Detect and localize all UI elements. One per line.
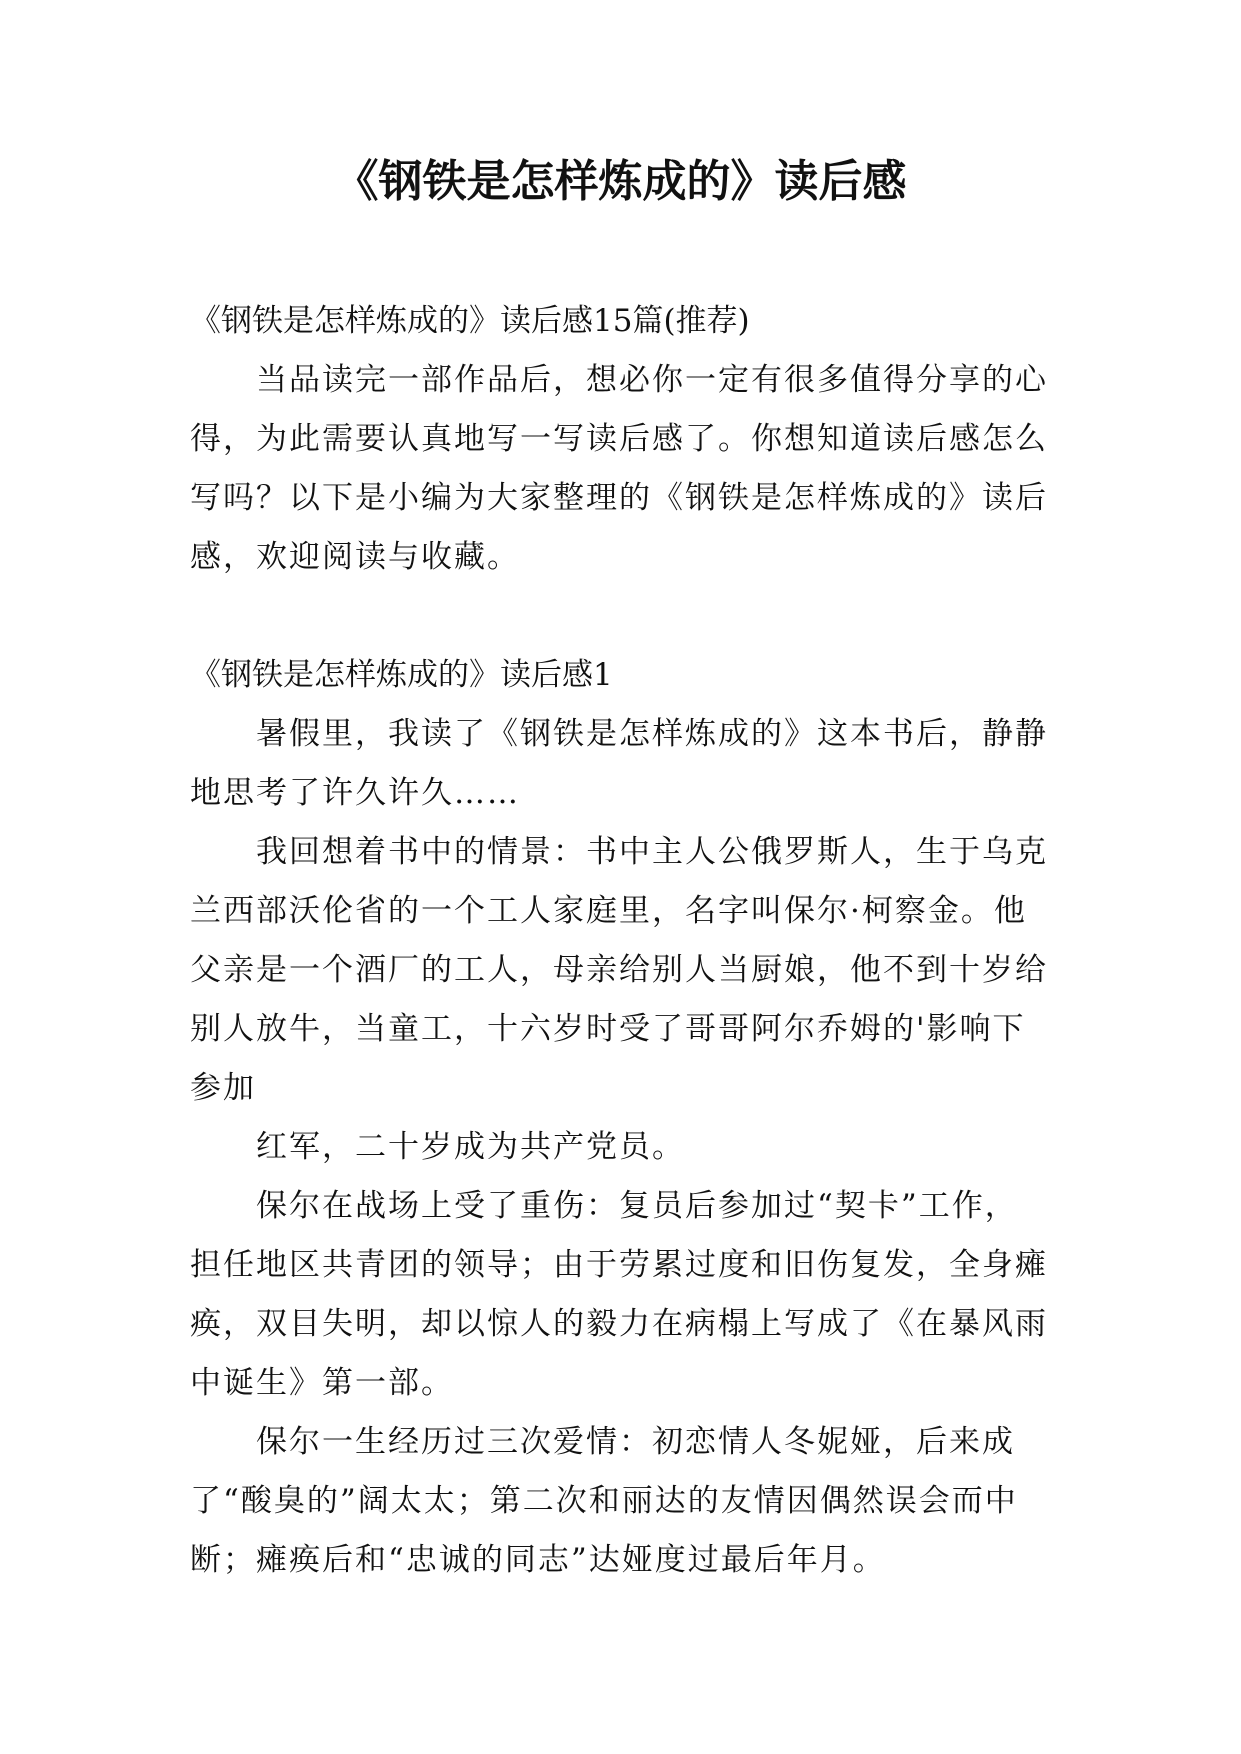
body-paragraph-5: 保尔一生经历过三次爱情：初恋情人冬妮娅，后来成了“酸臭的”阔太太；第二次和丽达的友情因偶然误会而中断；瘫痪后和“忠诚的同志”达娅度过最后年月。	[190, 1424, 1018, 1578]
body-paragraph-3: 红军，二十岁成为共产党员。	[256, 1129, 685, 1165]
section1-heading: 《钢铁是怎样炼成的》读后感1	[190, 657, 613, 693]
body-paragraph-2: 我回想着书中的情景：书中主人公俄罗斯人，生于乌克兰西部沃伦省的一个工人家庭里，名字叫保尔·柯察金。他父亲是一个酒厂的工人，母亲给别人当厨娘，他不到十岁给别人放牛，当童工，十六岁时受了哥哥阿尔乔姆的'影响下参加	[190, 834, 1048, 1106]
body-paragraph-1: 暑假里，我读了《钢铁是怎样炼成的》这本书后，静静地思考了许久许久……	[190, 716, 1048, 811]
intro-heading: 《钢铁是怎样炼成的》读后感15篇(推荐)	[190, 303, 750, 339]
section-gap	[190, 587, 1050, 646]
body-paragraph-4: 保尔在战场上受了重伤：复员后参加过“契卡”工作，担任地区共青团的领导；由于劳累过度和旧伤复发，全身瘫痪，双目失明，却以惊人的毅力在病榻上写成了《在暴风雨中诞生》第一部。	[190, 1188, 1048, 1401]
intro-paragraph: 当品读完一部作品后，想必你一定有很多值得分享的心得，为此需要认真地写一写读后感了。你想知道读后感怎么写吗？以下是小编为大家整理的《钢铁是怎样炼成的》读后感，欢迎阅读与收藏。	[190, 362, 1048, 575]
document-body	[190, 292, 1050, 1590]
document-title: 《钢铁是怎样炼成的》读后感	[334, 156, 907, 207]
